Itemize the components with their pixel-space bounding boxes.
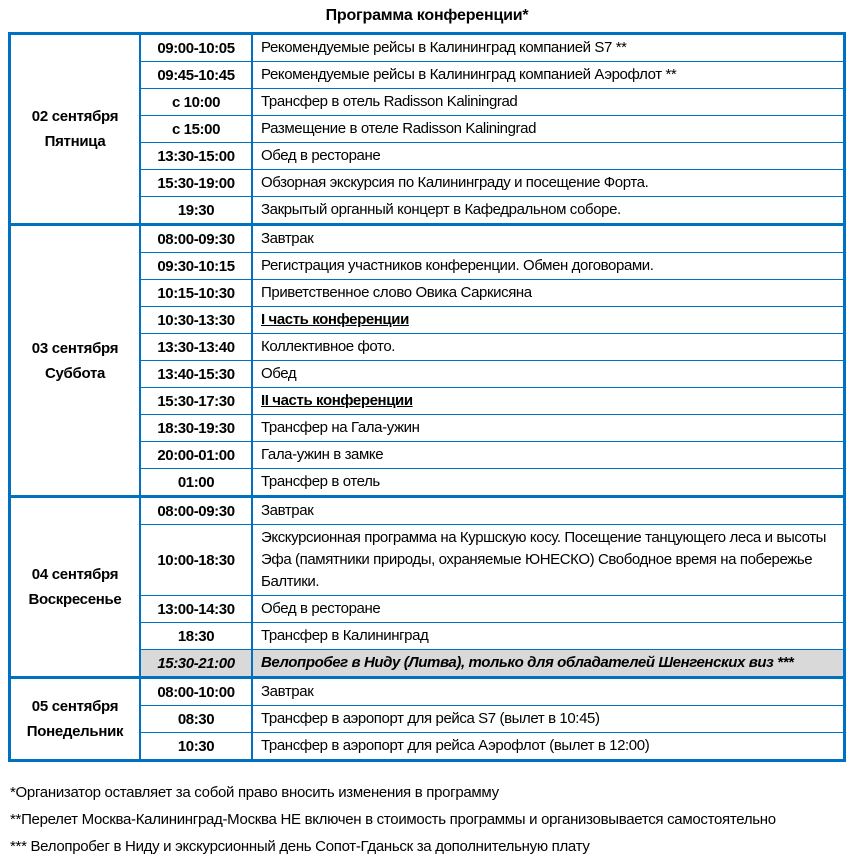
time-cell: 20:00-01:00 (141, 442, 253, 468)
time-cell: 18:30-19:30 (141, 415, 253, 441)
time-cell: с 10:00 (141, 89, 253, 115)
event-cell: Трансфер в Калининград (261, 627, 429, 644)
program-row (141, 387, 843, 414)
program-row (141, 441, 843, 468)
program-row (141, 35, 843, 61)
program-row (141, 196, 843, 223)
event-cell: Трансфер в аэропорт для рейса Аэрофлот (вылет в 12:00) (261, 737, 650, 754)
time-cell: 10:30 (141, 733, 253, 759)
event-cell: Обед (261, 365, 297, 382)
day-rows (141, 35, 843, 223)
event-cell: Трансфер в аэропорт для рейса S7 (вылет в 10:45) (261, 710, 600, 727)
program-row (141, 169, 843, 196)
footnote-1: *Организатор оставляет за собой право вносить изменения в программу (10, 784, 499, 801)
event-cell: Регистрация участников конференции. Обмен договорами. (261, 257, 654, 274)
program-row (141, 226, 843, 252)
event-cell: Завтрак (261, 230, 314, 247)
day-weekday: Воскресенье (28, 591, 122, 608)
time-cell: 15:30-17:30 (141, 388, 253, 414)
day-rows (141, 226, 843, 495)
time-cell: 13:30-13:40 (141, 334, 253, 360)
day-cell (11, 35, 141, 223)
event-cell: Велопробег в Ниду (Литва), только для обладателей Шенгенских виз *** (253, 650, 843, 676)
day-section (11, 223, 843, 495)
time-cell: 09:30-10:15 (141, 253, 253, 279)
day-cell (11, 498, 141, 676)
event-cell: Завтрак (261, 683, 314, 700)
event-cell: Приветственное слово Овика Саркисяна (261, 284, 532, 301)
event-cell: Обед в ресторане (261, 147, 381, 164)
time-cell: 13:00-14:30 (141, 596, 253, 622)
day-weekday: Понедельник (26, 723, 124, 740)
program-row (141, 115, 843, 142)
time-cell: 10:30-13:30 (141, 307, 253, 333)
time-cell: 10:15-10:30 (141, 280, 253, 306)
program-row (141, 252, 843, 279)
footnotes (8, 779, 846, 860)
event-cell: Рекомендуемые рейсы в Калининград компанией Аэрофлот ** (261, 66, 677, 83)
time-cell: 10:00-18:30 (141, 525, 253, 595)
time-cell: 09:00-10:05 (141, 35, 253, 61)
day-weekday: Суббота (44, 364, 106, 382)
day-date: 02 сентября (31, 108, 119, 125)
program-row (141, 595, 843, 622)
program-row (141, 360, 843, 387)
time-cell: 13:30-15:00 (141, 143, 253, 169)
time-cell: 18:30 (141, 623, 253, 649)
day-date: 05 сентября (31, 698, 119, 715)
footnote-3: *** Велопробег в Ниду и экскурсионный день Сопот-Гданьск за дополнительную плату (10, 838, 590, 855)
event-cell: Рекомендуемые рейсы в Калининград компанией S7 ** (261, 39, 627, 56)
program-row (141, 622, 843, 649)
event-cell: Трансфер на Гала-ужин (261, 419, 420, 436)
program-row (141, 88, 843, 115)
time-cell: 01:00 (141, 469, 253, 495)
program-row (141, 142, 843, 169)
day-weekday: Пятница (44, 133, 106, 150)
program-row (141, 498, 843, 524)
event-cell: Обед в ресторане (261, 600, 381, 617)
time-cell: 15:30-19:00 (141, 170, 253, 196)
event-cell: Трансфер в отель (261, 473, 380, 490)
event-cell: Размещение в отеле Radisson Kaliningrad (261, 120, 537, 137)
event-cell: Закрытый органный концерт в Кафедральном соборе. (261, 201, 621, 218)
program-row (141, 468, 843, 495)
page-title: Программа конференции* (325, 7, 529, 24)
program-row (141, 649, 843, 676)
day-section (11, 35, 843, 223)
program-row (141, 705, 843, 732)
program-row (141, 414, 843, 441)
day-date: 04 сентября (31, 566, 119, 583)
event-cell: Завтрак (261, 502, 314, 519)
day-section (11, 676, 843, 759)
event-cell: Экскурсионная программа на Куршскую косу. Посещение танцующего леса и высоты Эфа (памятники природы, охраняемые ЮНЕСКО) Свободное время на побережье Балтики. (261, 529, 827, 590)
time-cell: 08:00-09:30 (141, 498, 253, 524)
program-row (141, 61, 843, 88)
time-cell: 08:00-10:00 (141, 679, 253, 705)
program-row (141, 679, 843, 705)
program-row (141, 333, 843, 360)
time-cell: 13:40-15:30 (141, 361, 253, 387)
event-cell: I часть конференции (261, 311, 409, 328)
day-rows (141, 679, 843, 759)
time-cell: 09:45-10:45 (141, 62, 253, 88)
day-date: 03 сентября (31, 339, 119, 357)
program-row (141, 524, 843, 595)
time-cell: с 15:00 (141, 116, 253, 142)
day-cell (11, 679, 141, 759)
time-cell: 08:00-09:30 (141, 226, 253, 252)
program-row (141, 279, 843, 306)
time-cell: 19:30 (141, 197, 253, 223)
day-rows (141, 498, 843, 676)
program-row (141, 732, 843, 759)
day-cell (11, 226, 141, 495)
program-row (141, 306, 843, 333)
event-cell: Гала-ужин в замке (261, 446, 384, 463)
event-cell: Трансфер в отель Radisson Kaliningrad (261, 93, 518, 110)
program-table (8, 32, 846, 762)
time-cell: 15:30-21:00 (141, 650, 253, 676)
event-cell: II часть конференции (261, 392, 413, 409)
day-section (11, 495, 843, 676)
event-cell: Обзорная экскурсия по Калининграду и посещение Форта. (261, 174, 649, 191)
event-cell: Коллективное фото. (261, 338, 396, 355)
footnote-2: **Перелет Москва-Калининград-Москва НЕ включен в стоимость программы и организовывается самостоятельно (10, 811, 776, 828)
time-cell: 08:30 (141, 706, 253, 732)
